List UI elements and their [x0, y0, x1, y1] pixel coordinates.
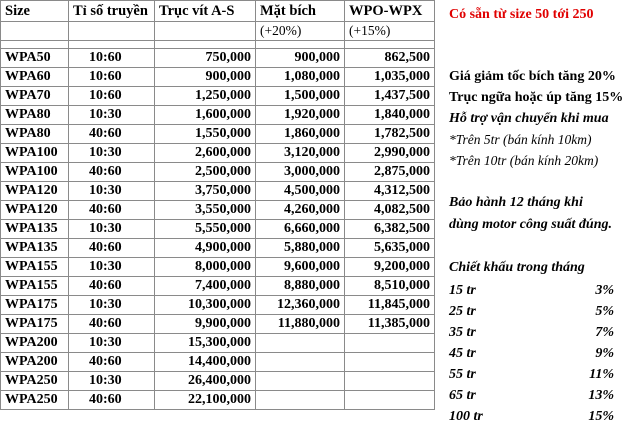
cell-wpo-wpx-price: 11,385,000 [345, 315, 435, 334]
cell-wpo-wpx-price: 2,875,000 [345, 163, 435, 182]
cell-size: WPA200 [1, 334, 69, 353]
subheader-size [1, 22, 69, 41]
flange-price-note: Giá giảm tốc bích tăng 20% [449, 69, 616, 84]
discount-percent: 11% [589, 367, 614, 382]
cell-worm-shaft-price: 1,600,000 [155, 106, 256, 125]
discount-percent: 3% [595, 283, 614, 298]
discount-percent: 7% [595, 325, 614, 340]
cell-worm-shaft-price: 1,250,000 [155, 87, 256, 106]
discount-row [449, 367, 614, 385]
cell-flange-price: 11,880,000 [256, 315, 345, 334]
shipping-tier-1: *Trên 5tr (bán kính 10km) [449, 132, 592, 147]
cell-flange-price [256, 391, 345, 410]
cell-ratio: 10:30 [69, 372, 155, 391]
shaft-price-note: Trục ngữa hoặc úp tăng 15% [449, 90, 624, 105]
table-row [1, 258, 435, 277]
cell-flange-price: 5,880,000 [256, 239, 345, 258]
cell-size: WPA50 [1, 49, 69, 68]
subheader-worm-shaft [155, 22, 256, 41]
table-row [1, 315, 435, 334]
discount-amount: 35 tr [449, 325, 476, 340]
cell-worm-shaft-price: 5,550,000 [155, 220, 256, 239]
cell-size: WPA80 [1, 106, 69, 125]
cell-flange-price [256, 372, 345, 391]
discount-amount: 65 tr [449, 388, 476, 403]
discount-amount: 45 tr [449, 346, 476, 361]
cell-worm-shaft-price: 2,500,000 [155, 163, 256, 182]
availability-note: Có sẵn từ size 50 tới 250 [449, 7, 594, 22]
cell-flange-price: 900,000 [256, 49, 345, 68]
cell-ratio: 10:30 [69, 334, 155, 353]
cell-size: WPA175 [1, 296, 69, 315]
warranty-line-2: dùng motor công suất đúng. [449, 217, 612, 232]
discount-percent: 9% [595, 346, 614, 361]
cell-flange-price: 4,500,000 [256, 182, 345, 201]
cell-worm-shaft-price: 9,900,000 [155, 315, 256, 334]
cell-size: WPA120 [1, 201, 69, 220]
cell-ratio: 10:30 [69, 220, 155, 239]
cell-ratio: 40:60 [69, 239, 155, 258]
shipping-tier-2: *Trên 10tr (bán kính 20km) [449, 153, 599, 168]
cell-worm-shaft-price: 22,100,000 [155, 391, 256, 410]
cell-ratio: 10:30 [69, 258, 155, 277]
cell-ratio: 40:60 [69, 125, 155, 144]
cell-flange-price: 4,260,000 [256, 201, 345, 220]
cell-size: WPA60 [1, 68, 69, 87]
subheader-flange: (+20%) [256, 22, 345, 41]
cell-ratio: 10:30 [69, 182, 155, 201]
discount-amount: 25 tr [449, 304, 476, 319]
discount-amount: 15 tr [449, 283, 476, 298]
discount-amount: 55 tr [449, 367, 476, 382]
table-row [1, 372, 435, 391]
discount-percent: 5% [595, 304, 614, 319]
table-spacer-row [1, 41, 435, 49]
cell-wpo-wpx-price [345, 334, 435, 353]
table-row [1, 239, 435, 258]
cell-worm-shaft-price: 10,300,000 [155, 296, 256, 315]
cell-size: WPA250 [1, 372, 69, 391]
header-flange: Mặt bích [256, 1, 345, 22]
cell-wpo-wpx-price [345, 391, 435, 410]
cell-ratio: 40:60 [69, 315, 155, 334]
discount-percent: 13% [588, 388, 614, 403]
table-row [1, 391, 435, 410]
cell-wpo-wpx-price: 2,990,000 [345, 144, 435, 163]
cell-size: WPA250 [1, 391, 69, 410]
cell-worm-shaft-price: 8,000,000 [155, 258, 256, 277]
cell-size: WPA155 [1, 277, 69, 296]
cell-worm-shaft-price: 3,550,000 [155, 201, 256, 220]
cell-wpo-wpx-price: 1,437,500 [345, 87, 435, 106]
cell-wpo-wpx-price: 1,035,000 [345, 68, 435, 87]
cell-ratio: 10:60 [69, 49, 155, 68]
discount-row [449, 388, 614, 406]
cell-wpo-wpx-price: 1,782,500 [345, 125, 435, 144]
cell-worm-shaft-price: 2,600,000 [155, 144, 256, 163]
discount-title: Chiết khấu trong tháng [449, 260, 585, 275]
cell-flange-price [256, 334, 345, 353]
cell-flange-price: 9,600,000 [256, 258, 345, 277]
cell-worm-shaft-price: 7,400,000 [155, 277, 256, 296]
table-subheader-row [1, 22, 435, 41]
subheader-ratio [69, 22, 155, 41]
discount-row [449, 325, 614, 343]
cell-worm-shaft-price: 1,550,000 [155, 125, 256, 144]
table-row [1, 220, 435, 239]
cell-worm-shaft-price: 14,400,000 [155, 353, 256, 372]
cell-ratio: 40:60 [69, 353, 155, 372]
cell-wpo-wpx-price: 862,500 [345, 49, 435, 68]
cell-wpo-wpx-price: 8,510,000 [345, 277, 435, 296]
table-row [1, 144, 435, 163]
cell-size: WPA175 [1, 315, 69, 334]
cell-worm-shaft-price: 900,000 [155, 68, 256, 87]
table-row [1, 353, 435, 372]
cell-size: WPA135 [1, 239, 69, 258]
cell-wpo-wpx-price: 9,200,000 [345, 258, 435, 277]
cell-flange-price: 1,920,000 [256, 106, 345, 125]
discount-row [449, 409, 614, 427]
cell-wpo-wpx-price: 4,312,500 [345, 182, 435, 201]
cell-flange-price: 6,660,000 [256, 220, 345, 239]
shipping-title: Hỗ trợ vận chuyển khi mua [449, 111, 609, 126]
cell-flange-price: 3,120,000 [256, 144, 345, 163]
header-wpo-wpx: WPO-WPX [345, 1, 435, 22]
cell-wpo-wpx-price: 5,635,000 [345, 239, 435, 258]
cell-size: WPA200 [1, 353, 69, 372]
cell-ratio: 10:60 [69, 87, 155, 106]
cell-flange-price: 12,360,000 [256, 296, 345, 315]
cell-ratio: 40:60 [69, 163, 155, 182]
subheader-wpo-wpx: (+15%) [345, 22, 435, 41]
cell-size: WPA100 [1, 144, 69, 163]
cell-ratio: 40:60 [69, 277, 155, 296]
cell-ratio: 10:60 [69, 68, 155, 87]
discount-row [449, 304, 614, 322]
cell-flange-price [256, 353, 345, 372]
header-ratio: Tỉ số truyền [69, 1, 155, 22]
table-row [1, 201, 435, 220]
cell-wpo-wpx-price: 6,382,500 [345, 220, 435, 239]
cell-size: WPA135 [1, 220, 69, 239]
table-row [1, 277, 435, 296]
cell-ratio: 40:60 [69, 391, 155, 410]
table-row [1, 106, 435, 125]
warranty-line-1: Bảo hành 12 tháng khi [449, 195, 583, 210]
cell-wpo-wpx-price: 11,845,000 [345, 296, 435, 315]
cell-worm-shaft-price: 26,400,000 [155, 372, 256, 391]
cell-size: WPA155 [1, 258, 69, 277]
cell-size: WPA120 [1, 182, 69, 201]
cell-flange-price: 8,880,000 [256, 277, 345, 296]
cell-ratio: 10:30 [69, 106, 155, 125]
cell-worm-shaft-price: 750,000 [155, 49, 256, 68]
discount-row [449, 283, 614, 301]
table-row [1, 296, 435, 315]
cell-ratio: 10:30 [69, 144, 155, 163]
cell-size: WPA100 [1, 163, 69, 182]
discount-percent: 15% [588, 409, 614, 424]
cell-wpo-wpx-price: 4,082,500 [345, 201, 435, 220]
cell-wpo-wpx-price [345, 353, 435, 372]
cell-size: WPA80 [1, 125, 69, 144]
header-worm-shaft: Trục vít A-S [155, 1, 256, 22]
cell-worm-shaft-price: 3,750,000 [155, 182, 256, 201]
cell-flange-price: 3,000,000 [256, 163, 345, 182]
table-row [1, 334, 435, 353]
table-row [1, 49, 435, 68]
cell-flange-price: 1,080,000 [256, 68, 345, 87]
cell-worm-shaft-price: 15,300,000 [155, 334, 256, 353]
table-row [1, 68, 435, 87]
table-header-row [1, 1, 435, 22]
discount-row [449, 346, 614, 364]
header-size: Size [1, 1, 69, 22]
cell-wpo-wpx-price [345, 372, 435, 391]
cell-worm-shaft-price: 4,900,000 [155, 239, 256, 258]
cell-ratio: 10:30 [69, 296, 155, 315]
cell-wpo-wpx-price: 1,840,000 [345, 106, 435, 125]
table-row [1, 163, 435, 182]
cell-size: WPA70 [1, 87, 69, 106]
table-row [1, 125, 435, 144]
table-row [1, 87, 435, 106]
cell-flange-price: 1,860,000 [256, 125, 345, 144]
discount-amount: 100 tr [449, 409, 483, 424]
cell-ratio: 40:60 [69, 201, 155, 220]
cell-flange-price: 1,500,000 [256, 87, 345, 106]
table-row [1, 182, 435, 201]
